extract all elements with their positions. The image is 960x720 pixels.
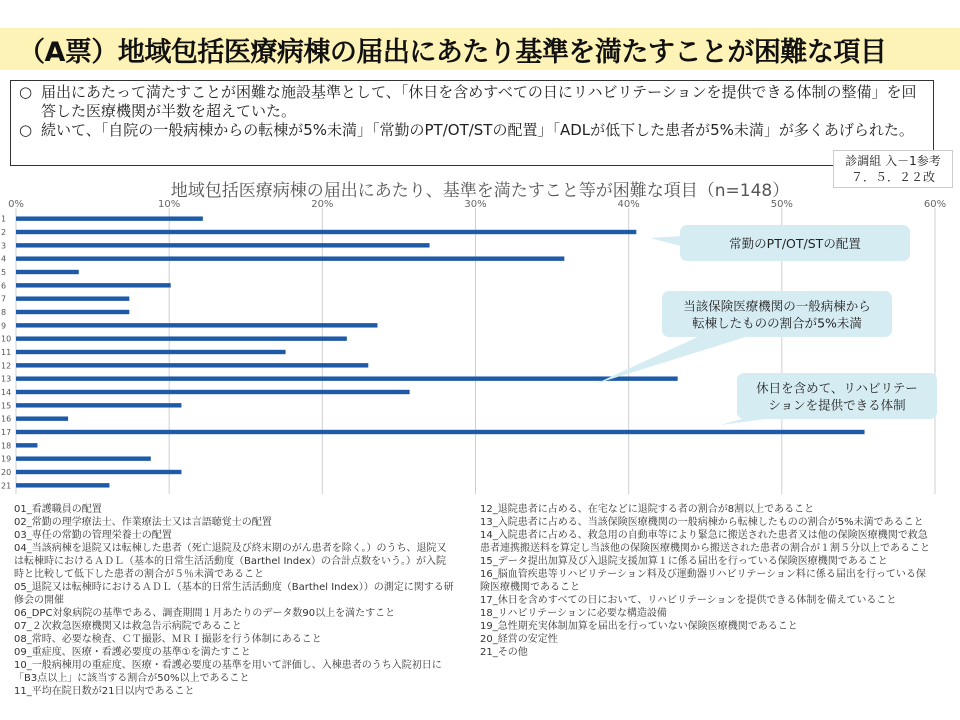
- x-tick-label: 60%: [923, 199, 947, 210]
- x-tick-label: 20%: [311, 199, 334, 210]
- category-label: 21: [1, 481, 12, 491]
- bullet-icon: ○: [19, 83, 33, 101]
- bar: [16, 363, 368, 367]
- bar: [16, 350, 286, 354]
- callout-text: 休日を含めて、リハビリテー: [756, 380, 918, 396]
- bar-chart: [0, 196, 960, 496]
- category-label: 10: [1, 334, 12, 344]
- legend-item: 04_当該病棟を退院又は転棟した患者（死亡退院及び終末期のがん患者を除く。）のうち、退院又は転棟時におけるＡＤＬ（基本的日常生活活動度（Barthel Index）の合計点数をいう。）が入院時と比較して低下した患者の割合が５％未満であること: [14, 543, 447, 580]
- legend-item: 05_退院又は転棟時におけるＡＤＬ（基本的日常生活活動度（Barthel Index））の測定に関する研修会の開催: [14, 582, 454, 606]
- legend-item: 14_入院患者に占める、救急用の自動車等により緊急に搬送された患者又は他の保険医療機関で救急患者連携搬送料を算定し当該他の保険医療機関から搬送された患者の割合が１割５分以上であること: [480, 530, 930, 554]
- category-label: 15: [1, 401, 12, 411]
- bar: [16, 230, 636, 234]
- bar: [16, 270, 79, 274]
- bar: [16, 416, 68, 420]
- category-label: 8: [1, 308, 7, 317]
- callout-text: ションを提供できる体制: [768, 397, 906, 413]
- category-label: 5: [1, 268, 7, 277]
- summary-text: 続いて、「自院の一般病棟からの転棟が5%未満」「常勤のPT/OT/STの配置」「ADLが低下した患者が5%未満」が多くあげられた。: [41, 121, 914, 139]
- summary-text: 届出にあたって満たすことが困難な施設基準として、「休日を含めすべての日にリハビリテーションを提供できる体制の整備」を回答した医療機関が半数を超えていた。: [41, 83, 917, 120]
- bar: [16, 256, 564, 260]
- legend-item: 06_DPC対象病院の基準である、調査期間１月あたりのデータ数90以上を満たすこと: [14, 608, 396, 619]
- reference-line-2: ７．５．２２改: [850, 170, 935, 184]
- reference-line-1: 診調組 入－1参考: [845, 154, 941, 168]
- bar: [16, 483, 109, 487]
- category-label: 3: [1, 241, 7, 251]
- legend-item: 10_一般病棟用の重症度、医療・看護必要度の基準を用いて評価し、入棟患者のうち入院初日に「B3点以上」に該当する割合が50%以上であること: [14, 660, 442, 684]
- legend-item: 07_２次救急医療機関又は救急告示病院であること: [14, 621, 242, 632]
- summary-item: [19, 121, 925, 140]
- chart-title: 地域包括医療病棟の届出にあたり、基準を満たすこと等が困難な項目（n=148）: [170, 181, 790, 201]
- legend-item: 13_入院患者に占める、当該保険医療機関の一般病棟から転棟したものの割合が5%未満であること: [480, 517, 924, 528]
- legend-item: 01_看護職員の配置: [14, 504, 102, 515]
- category-label: 16: [1, 414, 12, 424]
- x-tick-label: 30%: [464, 199, 487, 210]
- bar: [16, 243, 430, 247]
- category-label: 17: [1, 428, 12, 437]
- callout-text: 転棟したものの割合が5%未満: [692, 315, 862, 331]
- category-label: 6: [1, 281, 7, 291]
- legend-left: [14, 503, 454, 698]
- bar: [16, 403, 181, 407]
- bar: [16, 470, 181, 474]
- x-tick-label: 10%: [158, 199, 181, 210]
- bar: [16, 390, 410, 394]
- legend-item: 19_急性期充実体制加算を届出を行っていない保険医療機関であること: [480, 621, 798, 632]
- page-title: （A票）地域包括医療病棟の届出にあたり基準を満たすことが困難な項目: [18, 37, 887, 68]
- category-label: 2: [1, 228, 7, 237]
- category-label: 14: [1, 388, 12, 397]
- category-label: 18: [1, 441, 12, 451]
- category-label: 20: [1, 468, 12, 477]
- bar: [16, 283, 171, 287]
- callout-text: 常勤のPT/OT/STの配置: [729, 236, 861, 251]
- summary-box: [10, 80, 934, 166]
- category-label: 7: [1, 294, 7, 304]
- bar: [16, 443, 37, 447]
- x-tick-label: 50%: [770, 199, 793, 210]
- legend-item: 20_経営の安定性: [480, 634, 558, 645]
- category-label: 1: [1, 214, 7, 224]
- bar: [16, 456, 151, 460]
- bar: [16, 310, 129, 314]
- category-label: 12: [1, 361, 12, 371]
- category-label: 9: [1, 321, 7, 331]
- legend-item: 21_その他: [480, 647, 528, 658]
- bar: [16, 430, 865, 434]
- callout-text: 当該保険医療機関の一般病棟から: [683, 298, 871, 314]
- category-label: 11: [1, 348, 12, 357]
- legend-item: 15_データ提出加算及び入退院支援加算１に係る届出を行っている保険医療機関であること: [480, 556, 888, 567]
- legend-item: 16_脳血管疾患等リハビリテーション料及び運動器リハビリテーション料に係る届出を行っている保険医療機関であること: [480, 569, 926, 593]
- legend-item: 08_常時、必要な検査、ＣＴ撮影、ＭＲＩ撮影を行う体制にあること: [14, 634, 322, 645]
- bar: [16, 336, 347, 340]
- x-tick-label: 40%: [617, 199, 640, 210]
- bar: [16, 216, 203, 220]
- bullet-icon: ○: [19, 121, 33, 139]
- legend-item: 12_退院患者に占める、在宅などに退院する者の割合が8割以上であること: [480, 504, 815, 515]
- legend-item: 09_重症度、医療・看護必要度の基準①を満たすこと: [14, 647, 251, 658]
- bar: [16, 296, 129, 300]
- summary-item: [19, 83, 925, 121]
- bar: [16, 323, 377, 327]
- legend-right: [480, 503, 930, 659]
- x-tick-label: 0%: [8, 199, 24, 210]
- legend-item: 03_専任の常勤の管理栄養士の配置: [14, 530, 172, 541]
- legend-item: 02_常勤の理学療法士、作業療法士又は言語聴覚士の配置: [14, 517, 272, 528]
- legend-item: 11_平均在院日数が21日以内であること: [14, 686, 195, 697]
- category-label: 4: [1, 254, 7, 264]
- bar: [16, 376, 678, 380]
- legend-item: 17_休日を含めすべての日において、リハビリテーションを提供できる体制を備えていること: [480, 595, 897, 606]
- legend-item: 18_リハビリテーションに必要な構造設備: [480, 608, 667, 619]
- category-label: 19: [1, 454, 12, 464]
- category-label: 13: [1, 374, 12, 384]
